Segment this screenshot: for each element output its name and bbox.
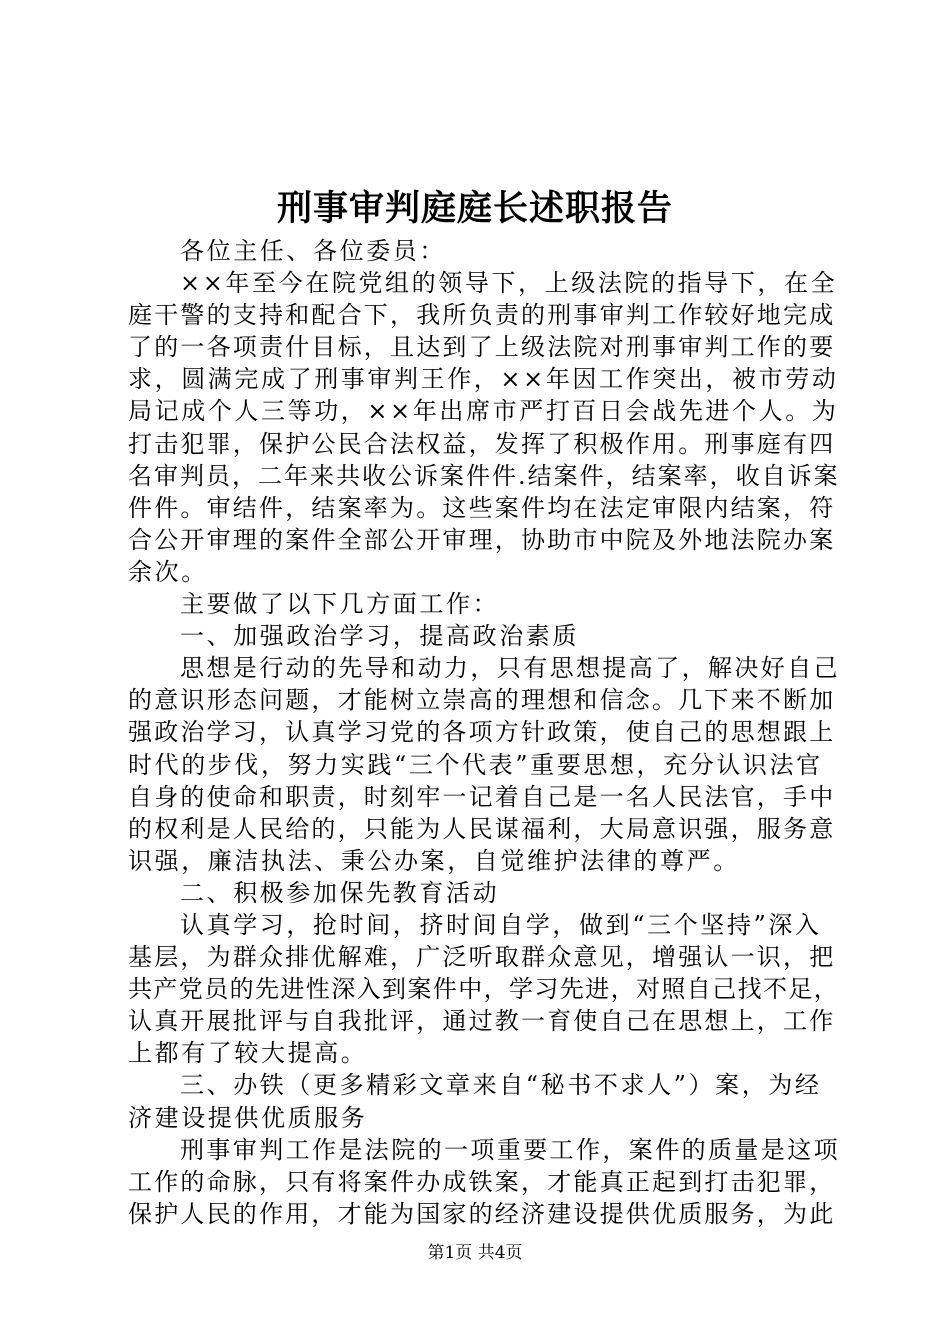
text-line: 刑事审判工作是法院的一项重要工作，案件的质量是这项 [180,1135,840,1164]
text-line: 时代的步伐，努力实践“三个代表”重要思想，充分认识法官 [128,750,823,779]
text-line: 济建设提供优质服务 [128,1103,368,1132]
document-title: 刑事审判庭庭长述职报告 [276,188,673,229]
text-line: 的意识形态问题，才能树立崇高的理想和信念。几下来不断加 [128,686,836,715]
text-line: 思想是行动的先导和动力，只有思想提高了，解决好自己 [180,654,840,683]
text-line: 主要做了以下几方面工作： [180,590,500,619]
text-line: 认真开展批评与自我批评，通过教一育使自己在思想上，工作 [128,1007,836,1036]
text-line: 庭干警的支持和配合下，我所负责的刑事审判工作较好地完成 [128,301,836,330]
text-line: 合公开审理的案件全部公开审理，协助市中院及外地法院办案 [128,525,836,554]
text-line: 识强，廉洁执法、秉公办案，自觉维护法律的尊严。 [128,846,740,875]
text-line: 局记成个人三等功，××年出席市严打百日会战先进个人。为 [128,397,839,426]
text-line: 的权利是人民给的，只能为人民谋福利，大局意识强，服务意 [128,814,836,843]
text-line: 保护人民的作用，才能为国家的经济建设提供优质服务，为此 [128,1199,836,1228]
text-line: 认真学习，抢时间，挤时间自学，做到“三个坚持”深入 [180,910,822,939]
page-footer: 第1页 共4页 [427,1243,523,1263]
text-line: 一、加强政治学习，提高政治素质 [180,622,579,651]
text-line: 名审判员，二年来共收公诉案件件.结案件，结案率，收自诉案 [128,461,840,490]
text-line: ××年至今在院党组的领导下，上级法院的指导下，在全 [180,269,838,298]
text-line: 各位主任、各位委员： [180,237,446,265]
text-line: 共产党员的先进性深入到案件中，学习先进，对照自己找不足， [128,975,840,1004]
text-line: 二、积极参加保先教育活动 [180,878,500,907]
text-line: 打击犯罪，保护公民合法权益，发挥了积极作用。刑事庭有四 [128,429,836,458]
text-line: 三、办铁（更多精彩文章来自“秘书不求人”）案，为经 [180,1071,822,1100]
text-line: 基层，为群众排优解难，广泛听取群众意见，增强认一识，把 [128,943,836,972]
text-line: 件件。审结件，结案率为。这些案件均在法定审限内结案，符 [128,493,836,522]
text-line: 了的一各项责什目标，且达到了上级法院对刑事审判工作的要 [128,333,836,362]
text-line: 强政治学习，认真学习党的各项方针政策，使自己的思想跟上 [128,718,836,747]
text-line: 余次。 [128,557,208,586]
text-line: 自身的使命和职责，时刻牢一记着自己是一名人民法官，手中 [128,782,836,811]
text-line: 求，圆满完成了刑事审判王作，××年因工作突出，被市劳动 [128,365,839,394]
text-line: 工作的命脉，只有将案件办成铁案，才能真正起到打击犯罪， [128,1167,836,1196]
document-body [128,235,838,1230]
text-line: 上都有了较大提高。 [128,1039,368,1068]
